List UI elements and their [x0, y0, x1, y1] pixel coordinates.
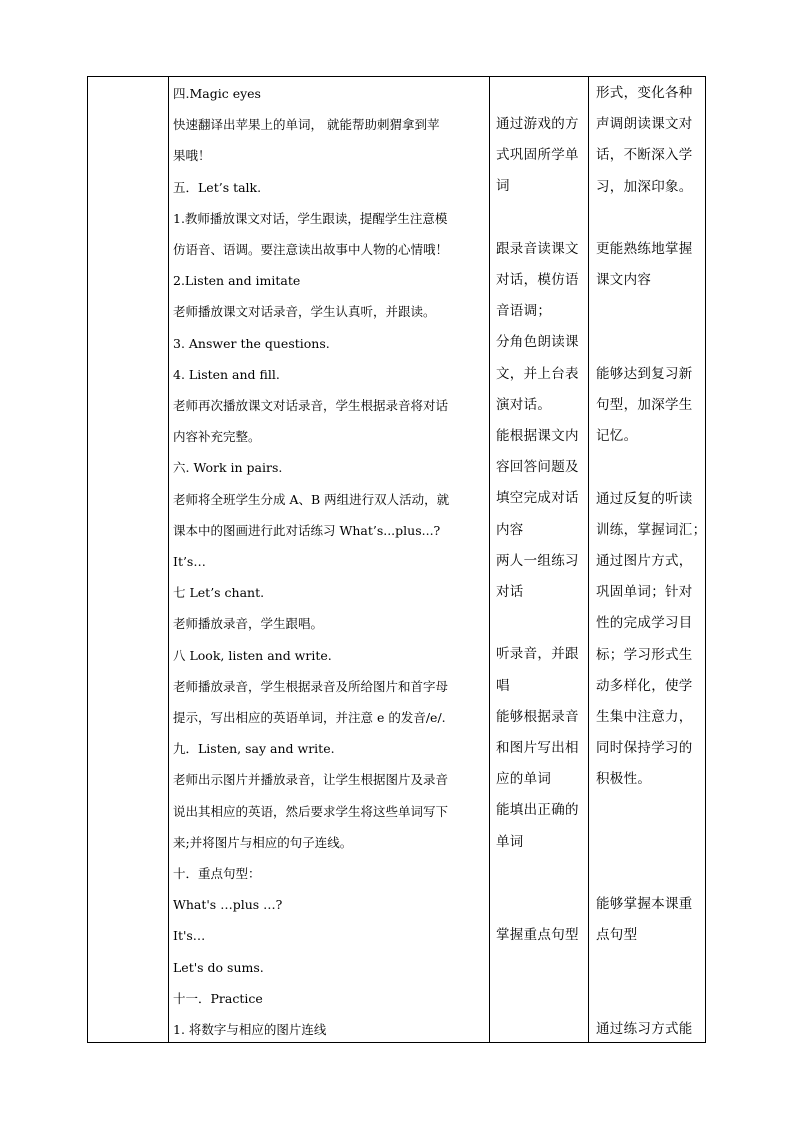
student-activity-line: 能根据课文内 [496, 428, 579, 445]
activity-line: 快速翻译出苹果上的单词， 就能帮助刺猬拿到苹 [173, 117, 440, 133]
teaching-activities-column [173, 78, 488, 1045]
activity-line: 2.Listen and imitate [173, 273, 301, 289]
purpose-line: 更能熟练地掌握 [596, 241, 693, 257]
student-activity-line: 容回答问题及 [496, 459, 579, 476]
activity-line: It’s… [173, 554, 206, 570]
student-activity-line: 词 [496, 178, 510, 195]
activity-line: 内容补充完整。 [173, 429, 261, 445]
purpose-line [596, 796, 702, 827]
purpose-line: 训练，掌握词汇； [596, 521, 707, 538]
purpose-line: 积极性。 [596, 771, 652, 788]
purpose-line: 标；学习形式生 [596, 646, 693, 663]
purpose-line: 声调朗读课文对 [596, 116, 693, 133]
purpose-line [596, 328, 702, 359]
activity-line: 六. Work in pairs. [173, 460, 283, 476]
purpose-line [596, 452, 702, 483]
student-activities-column [496, 109, 586, 951]
student-activity-line [496, 203, 586, 234]
activity-line: 四.Magic eyes [173, 86, 261, 101]
purpose-line: 能够掌握本课重 [596, 896, 693, 913]
activity-line: 1.教师播放课文对话，学生跟读，提醒学生注意模 [173, 210, 448, 226]
student-activity-line [496, 608, 586, 639]
student-activity-line: 跟录音读课文 [496, 240, 579, 257]
student-activity-line: 式巩固所学单 [496, 147, 579, 164]
student-activity-line: 应的单词 [496, 771, 552, 788]
purpose-line: 点句型 [596, 927, 638, 944]
activity-line: 果哦！ [173, 148, 211, 164]
purpose-line: 能够达到复习新 [596, 365, 693, 382]
purpose-line: 通过反复的听读 [596, 490, 693, 507]
purpose-line: 句型，加深学生 [596, 396, 693, 413]
activity-line: 九．Listen, say and write. [173, 741, 335, 757]
student-activity-line: 对话 [496, 584, 524, 601]
student-activity-line: 对话，模仿语 [496, 272, 579, 288]
purpose-line: 课文内容 [596, 272, 652, 289]
purpose-line: 话，不断深入学 [596, 147, 693, 164]
activity-line: 八 Look, listen and write. [173, 647, 332, 663]
purpose-line: 性的完成学习目 [596, 615, 693, 632]
purpose-line: 通过练习方式能 [596, 1020, 693, 1037]
student-activity-line: 音语调； [496, 303, 552, 320]
purpose-line: 巩固单词；针对 [596, 584, 693, 601]
purpose-line: 同时保持学习的 [596, 740, 693, 757]
activity-line: 七 Let’s chant. [173, 585, 265, 601]
student-activity-line: 分角色朗读课 [496, 334, 579, 351]
purpose-line [596, 983, 702, 1014]
purpose-line [596, 858, 702, 889]
purpose-line [596, 827, 702, 858]
activity-line: 五．Let’s talk. [173, 179, 262, 195]
student-activity-line: 单词 [496, 833, 524, 850]
activity-line: 说出其相应的英语，然后要求学生将这些单词写下 [173, 803, 449, 819]
student-activity-line: 文，并上台表 [496, 365, 579, 382]
activity-line: 老师播放录音，学生根据录音及所给图片和首字母 [173, 678, 449, 694]
student-activity-line: 通过游戏的方 [496, 116, 579, 132]
column-divider [489, 77, 490, 1042]
activity-line: 老师将全班学生分成 A、B 两组进行双人活动，就 [173, 491, 450, 507]
activity-line: 十．重点句型： [173, 866, 261, 882]
purpose-line: 通过图片方式， [596, 552, 693, 569]
column-divider [168, 77, 169, 1042]
student-activity-line: 填空完成对话 [496, 490, 579, 507]
purpose-line [596, 952, 702, 983]
activity-line: 老师出示图片并播放录音，让学生根据图片及录音 [173, 772, 449, 788]
student-activity-line [496, 858, 586, 889]
activity-line: It's… [173, 928, 206, 944]
activity-line: Let's do sums. [173, 959, 264, 975]
purpose-line: 生集中注意力， [596, 709, 693, 725]
student-activity-line: 能填出正确的 [496, 802, 579, 819]
student-activity-line: 听录音，并跟 [496, 646, 579, 663]
activity-line: 仿语音、语调。要注意读出故事中人物的心情哦！ [173, 242, 449, 258]
activity-line: 来;并将图片与相应的句子连线。 [173, 834, 353, 850]
purpose-line: 动多样化，使学 [596, 677, 693, 694]
purpose-line: 记忆。 [596, 428, 638, 445]
lesson-plan-table [87, 76, 706, 1043]
activity-line: 老师再次播放课文对话录音，学生根据录音将对话 [173, 398, 449, 414]
activity-line: 老师播放录音，学生跟唱。 [173, 616, 324, 632]
student-activity-line: 内容 [496, 521, 524, 538]
activity-line: 十一．Practice [173, 990, 263, 1006]
design-purpose-column [596, 78, 707, 1045]
activity-line: 提示，写出相应的英语单词，并注意 e 的发音/e/. [173, 710, 446, 726]
column-divider [588, 77, 589, 1042]
purpose-line: 习，加深印象。 [596, 178, 693, 195]
purpose-line [596, 203, 702, 234]
student-activity-line [496, 889, 586, 920]
activity-line: What's …plus …? [173, 897, 283, 913]
activity-line: 老师播放课文对话录音，学生认真听，并跟读。 [173, 304, 436, 320]
activity-line: 3. Answer the questions. [173, 335, 330, 351]
activity-line: 4. Listen and fill. [173, 366, 280, 382]
student-activity-line: 能够根据录音 [496, 708, 579, 725]
student-activity-line: 演对话。 [496, 396, 552, 413]
student-activity-line: 唱 [496, 677, 510, 694]
activity-line: 课本中的图画进行此对话练习 What’s...plus...? [173, 522, 441, 538]
purpose-line: 形式，变化各种 [596, 85, 693, 101]
activity-line: 1. 将数字与相应的图片连线 [173, 1022, 327, 1038]
student-activity-line: 掌握重点句型 [496, 927, 579, 944]
student-activity-line: 两人一组练习 [496, 552, 579, 569]
purpose-line [596, 296, 702, 327]
student-activity-line: 和图片写出相 [496, 740, 579, 757]
